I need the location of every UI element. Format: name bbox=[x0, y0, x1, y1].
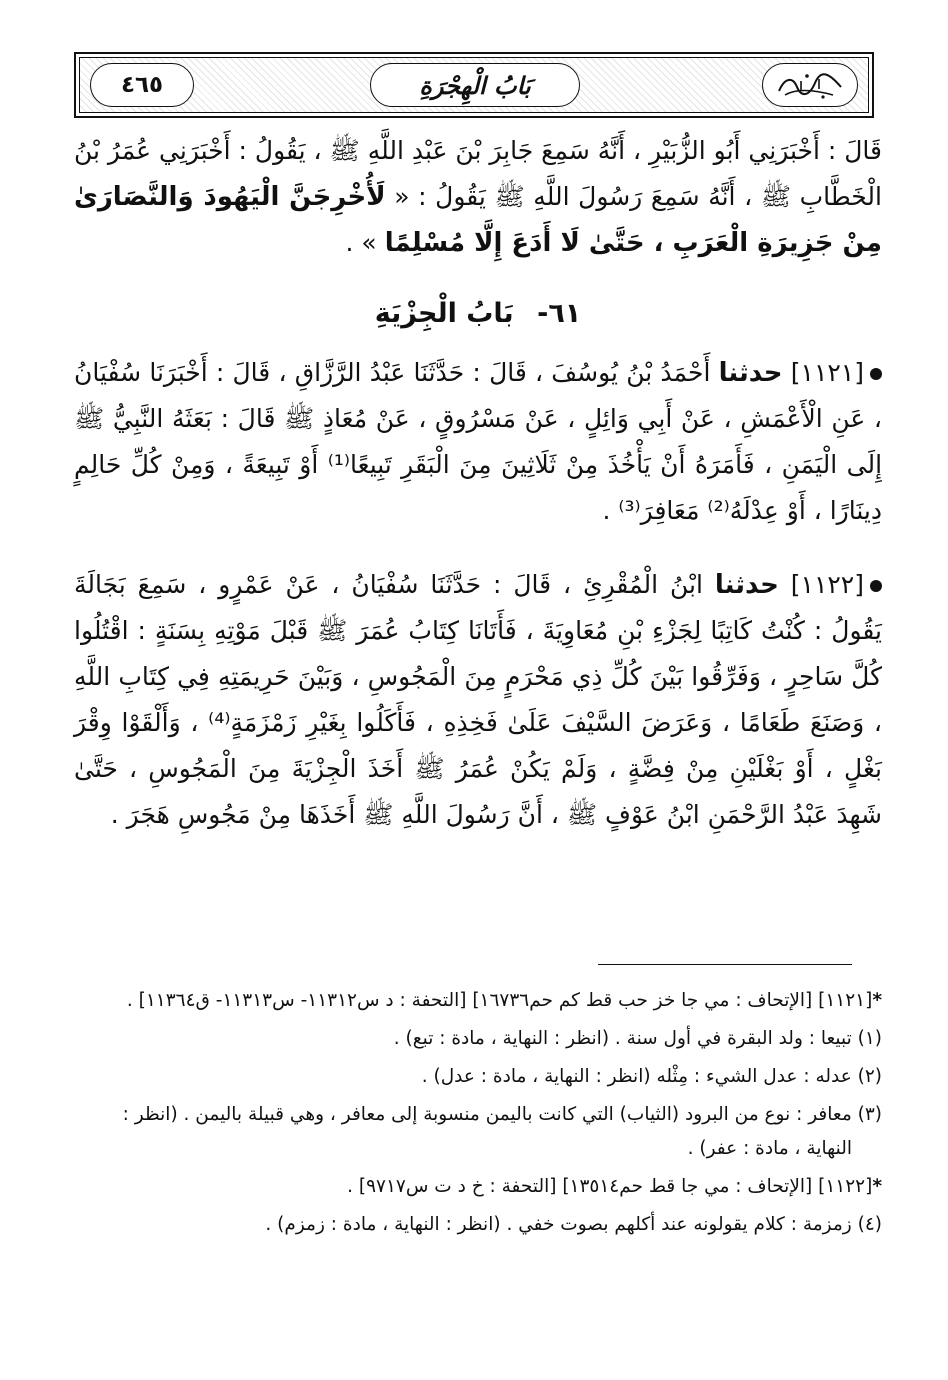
footnote-1: (١) تبيعا : ولد البقرة في أول سنة . (انظر : النهاية ، مادة : تبع) . bbox=[393, 1028, 882, 1049]
publisher-seal bbox=[762, 63, 858, 107]
page-header bbox=[74, 52, 874, 118]
calligraphy-seal-icon bbox=[771, 67, 849, 103]
page-number: ٤٦٥ bbox=[120, 72, 164, 98]
footnote-text: [١١٢٢] [الإتحاف : مي جا قط حم١٣٥١٤] [التحفة : خ د ت س٩٧١٧] . bbox=[347, 1176, 873, 1197]
intro-line: الْخَطَّابِ ﷺ ، أَنَّهُ سَمِعَ رَسُولَ اللَّهِ ﷺ يَقُولُ : « bbox=[394, 182, 882, 211]
page-number-cartouche bbox=[90, 63, 194, 107]
prophetic-saying: لَأُخْرِجَنَّ الْيَهُودَ وَالنَّصَارَىٰ مِنْ جَزِيرَةِ الْعَرَبِ ، حَتَّىٰ لَا أَدَعَ إِلَّا مُسْلِمًا bbox=[74, 182, 882, 258]
footnote-divider bbox=[598, 964, 852, 965]
footnote-1122 bbox=[74, 1170, 882, 1204]
asterisk-icon: * bbox=[872, 1176, 882, 1197]
bullet-icon bbox=[870, 368, 882, 380]
asterisk-icon: * bbox=[872, 990, 882, 1011]
intro-paragraph bbox=[74, 128, 882, 266]
footnote-1121 bbox=[74, 984, 882, 1018]
hadith-text: أَحْمَدُ بْنُ يُوسُفَ ، قَالَ : حَدَّثَنَا عَبْدُ الرَّزَّاقِ ، قَالَ : أَخْبَرَنَا سُفْيَانُ ، عَنِ الْأَعْمَشِ ، عَنْ أَبِي وَائِلٍ ، عَنْ مَسْرُوقٍ ، عَنْ مُعَاذٍ ﷺ قَالَ : بَعَثَهُ النَّبِيُّ ﷺ إِلَى الْيَمَنِ ، فَأَمَرَهُ أَنْ يَأْخُذَ مِنْ ثَلَاثِينَ مِنَ الْبَقَرِ تَبِيعًا⁽¹⁾ أَوْ تَبِيعَةً ، وَمِنْ كُلِّ حَالِمٍ دِينَارًا ، أَوْ عِدْلَهُ⁽²⁾ مَعَافِرَ⁽³⁾ . bbox=[74, 358, 883, 525]
header-ornament-band bbox=[79, 57, 869, 113]
hadith-1122 bbox=[74, 562, 882, 838]
bullet-icon bbox=[870, 580, 882, 592]
hadith-ref: [١١٢٢] bbox=[790, 570, 864, 599]
paragraph-gap bbox=[74, 534, 882, 562]
footnote-2: (٢) عدله : عدل الشيء : مِثْله (انظر : النهاية ، مادة : عدل) . bbox=[421, 1066, 882, 1087]
intro-line: قَالَ : أَخْبَرَنِي أَبُو الزُّبَيْرِ ، أَنَّهُ سَمِعَ جَابِرَ بْنَ عَبْدِ اللَّهِ ﷺ ، يَقُولُ : أَخْبَرَنِي عُمَرُ بْنُ bbox=[74, 136, 882, 165]
page-body bbox=[74, 128, 882, 838]
chapter-number: ٦١- bbox=[537, 298, 582, 329]
intro-line: » . bbox=[345, 228, 377, 257]
footnote-text: (٣) معافر : نوع من البرود (الثياب) التي كانت باليمن منسوبة إلى معافر ، وهي قبيلة باليمن . (انظر : bbox=[122, 1104, 882, 1125]
hadith-1121 bbox=[74, 350, 882, 534]
hadith-text: ابْنُ الْمُقْرِئِ ، قَالَ : حَدَّثَنَا سُفْيَانُ ، عَنْ عَمْرٍو ، سَمِعَ بَجَالَةَ يَقُولُ : كُنْتُ كَاتِبًا لِجَزْءِ بْنِ مُعَاوِيَةَ ، فَأَتَانَا كِتَابُ عُمَرَ ﷺ قَبْلَ مَوْتِهِ بِسَنَةٍ : اقْتُلُوا كُلَّ سَاحِرٍ ، وَفَرِّقُوا بَيْنَ كُلِّ ذِي مَحْرَمٍ مِنَ الْمَجُوسِ ، وَبَيْنَ حَرِيمَتِهِ فِي كِتَابِ اللَّهِ ، وَصَنَعَ طَعَامًا ، وَعَرَضَ السَّيْفَ عَلَىٰ فَخِذِهِ ، فَأَكَلُوا بِغَيْرِ زَمْزَمَةٍ⁽⁴⁾ ، وَأَلْقَوْا وِقْرَ بَغْلٍ ، أَوْ بَغْلَيْنِ مِنْ فِضَّةٍ ، وَلَمْ يَكُنْ عُمَرُ ﷺ أَخَذَ الْجِزْيَةَ مِنَ الْمَجُوسِ ، حَتَّىٰ شَهِدَ عَبْدُ الرَّحْمَنِ ابْنُ عَوْفٍ ﷺ ، أَنَّ رَسُولَ اللَّهِ ﷺ أَخَذَهَا مِنْ مَجُوسِ هَجَرَ . bbox=[74, 570, 882, 829]
footnote-text: [١١٢١] [الإتحاف : مي جا خز حب قط كم حم١٦٧٣٦] [التحفة : د س١١٣١٢- س١١٣١٣- ق١١٣٦٤] . bbox=[126, 990, 873, 1011]
footnote-continuation: النهاية ، مادة : عفر) . bbox=[687, 1138, 852, 1159]
footnote-3 bbox=[74, 1098, 882, 1166]
hadith-ref: [١١٢١] bbox=[790, 358, 864, 387]
footnote-4: (٤) زمزمة : كلام يقولونه عند أكلهم بصوت خفي . (انظر : النهاية ، مادة : زمزم) . bbox=[265, 1214, 882, 1235]
chapter-title: بَابُ الْجِزْيَةِ bbox=[374, 298, 514, 329]
hadith-lead: حدثنا bbox=[718, 358, 783, 388]
chapter-heading bbox=[74, 294, 882, 334]
running-title: بَابُ الْهِجْرَةِ bbox=[419, 70, 531, 100]
footnotes bbox=[74, 984, 882, 1246]
hadith-lead: حدثنا bbox=[714, 570, 779, 600]
running-title-cartouche bbox=[370, 63, 580, 107]
